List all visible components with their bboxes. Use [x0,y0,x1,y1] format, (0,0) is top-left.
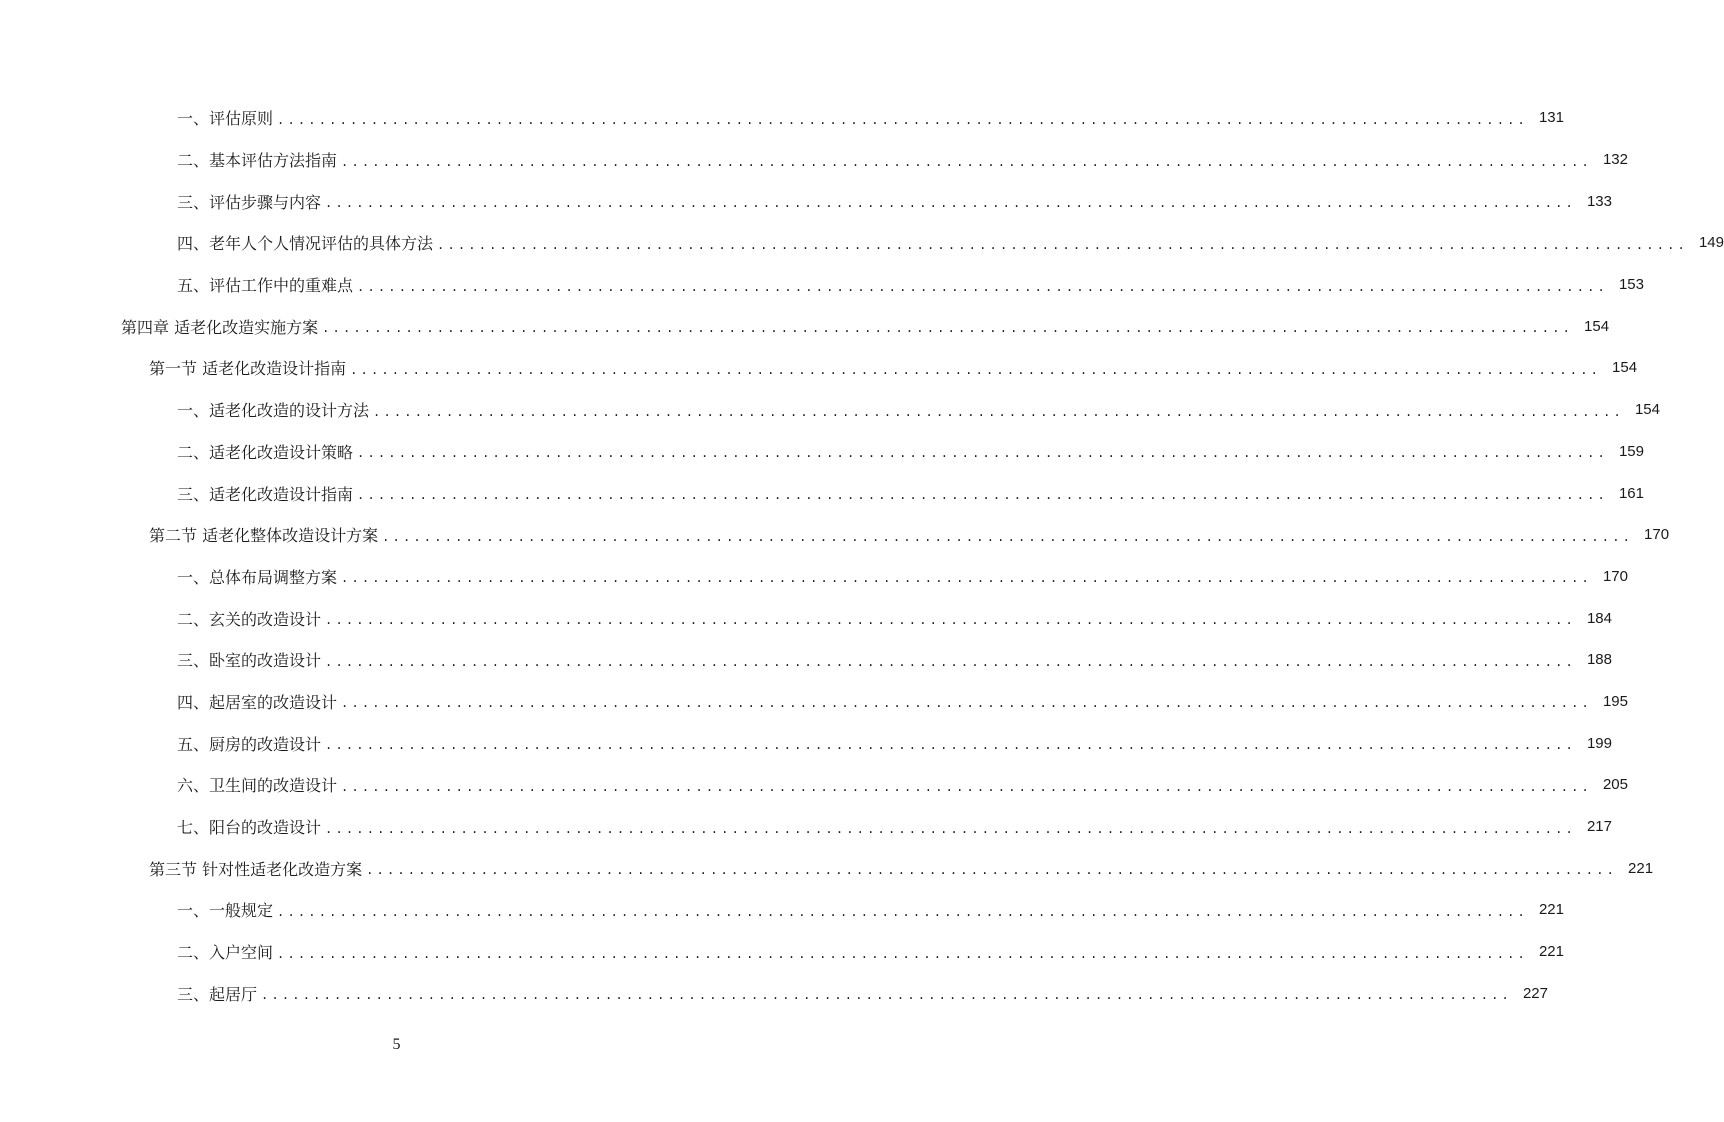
toc-entry-label: 二、入户空间 [177,943,274,963]
toc-leader-dots: ........................................................................................................................ [382,529,1634,544]
toc-leader-dots: ........................................................................................................................ [277,904,1528,919]
toc-chapter-entry[interactable] [0,305,1610,347]
toc-entry-page: 154 [1612,359,1638,377]
toc-leader-dots: ........................................................................................................................ [437,237,1688,252]
toc-entry-page: 170 [1644,526,1670,544]
toc-leader-dots: ........................................................................................................................ [277,946,1528,961]
toc-leader-dots: ........................................................................................................................ [366,863,1618,878]
toc-entry-page: 217 [1586,818,1612,836]
toc-leader-dots: ........................................................................................................................ [341,696,1592,711]
toc-entry-page: 195 [1602,692,1628,710]
toc-entry[interactable] [0,681,1628,723]
page-number: 5 [392,1036,401,1053]
toc-leader-dots: ........................................................................................................................ [325,821,1576,836]
toc-entry-label: 一、评估原则 [177,109,274,129]
toc-entry-label: 第三节 针对性适老化改造方案 [149,859,363,879]
toc-entry-label: 一、一般规定 [177,901,274,921]
toc-entry-page: 170 [1602,567,1628,585]
toc-entry-page: 184 [1586,609,1612,627]
toc-leader-dots: ........................................................................................................................ [277,112,1528,127]
toc-entry[interactable] [0,597,1612,639]
toc-entry-label: 三、卧室的改造设计 [177,651,322,671]
toc-section-entry[interactable] [0,347,1638,389]
toc-entry[interactable] [0,222,1724,264]
toc-leader-dots: ........................................................................................................................ [357,446,1608,461]
toc-entry-page: 221 [1538,943,1564,961]
toc-leader-dots: ........................................................................................................................ [373,404,1624,419]
toc-entry[interactable] [0,180,1612,222]
toc-entry-page: 161 [1618,484,1644,502]
toc-entry[interactable] [0,889,1564,931]
toc-entry[interactable] [0,972,1548,1014]
toc-section-entry[interactable] [0,514,1670,556]
toc-entry-label: 第一节 适老化改造设计指南 [149,359,347,379]
toc-entry[interactable] [0,472,1644,514]
toc-entry-page: 227 [1522,984,1548,1002]
toc-entry-page: 205 [1602,776,1628,794]
toc-entry[interactable] [0,431,1644,473]
toc-entry[interactable] [0,556,1628,598]
toc-entry[interactable] [0,722,1612,764]
toc-entry-page: 149 [1698,234,1724,252]
toc-leader-dots: ........................................................................................................................ [341,571,1592,586]
toc-leader-dots: ........................................................................................................................ [325,613,1576,628]
toc-entry-page: 221 [1538,901,1564,919]
toc-leader-dots: ........................................................................................................................ [322,321,1574,336]
table-of-contents [0,97,1724,1014]
toc-entry-label: 六、卫生间的改造设计 [177,776,338,796]
toc-entry[interactable] [0,639,1612,681]
toc-entry-label: 一、总体布局调整方案 [177,567,338,587]
toc-entry-label: 二、玄关的改造设计 [177,609,322,629]
toc-entry[interactable] [0,806,1612,848]
toc-entry-label: 二、基本评估方法指南 [177,151,338,171]
toc-entry-label: 五、厨房的改造设计 [177,734,322,754]
toc-section-entry[interactable] [0,847,1654,889]
toc-leader-dots: ........................................................................................................................ [341,779,1592,794]
toc-entry-page: 199 [1586,734,1612,752]
toc-entry-page: 133 [1586,192,1612,210]
toc-leader-dots: ........................................................................................................................ [357,488,1608,503]
toc-entry-label: 三、适老化改造设计指南 [177,484,354,504]
toc-entry-label: 三、起居厅 [177,984,258,1004]
toc-entry-label: 一、适老化改造的设计方法 [177,401,370,421]
toc-entry-label: 五、评估工作中的重难点 [177,276,354,296]
toc-entry[interactable] [0,97,1564,139]
toc-entry-label: 四、老年人个人情况评估的具体方法 [177,234,434,254]
toc-entry-label: 三、评估步骤与内容 [177,192,322,212]
toc-entry-page: 221 [1628,859,1654,877]
toc-leader-dots: ........................................................................................................................ [350,362,1602,377]
toc-leader-dots: ........................................................................................................................ [341,154,1592,169]
toc-entry-label: 四、起居室的改造设计 [177,692,338,712]
toc-entry-page: 153 [1618,276,1644,294]
toc-leader-dots: ........................................................................................................................ [357,279,1608,294]
toc-entry-page: 131 [1538,109,1564,127]
toc-entry-page: 154 [1634,401,1660,419]
toc-leader-dots: ........................................................................................................................ [325,196,1576,211]
toc-entry[interactable] [0,931,1564,973]
toc-entry-page: 159 [1618,442,1644,460]
toc-entry-page: 154 [1584,317,1610,335]
toc-entry-page: 132 [1602,151,1628,169]
toc-leader-dots: ........................................................................................................................ [325,738,1576,753]
toc-entry[interactable] [0,389,1660,431]
toc-entry-label: 七、阳台的改造设计 [177,818,322,838]
toc-entry[interactable] [0,764,1628,806]
toc-entry-label: 第四章 适老化改造实施方案 [121,317,319,337]
toc-leader-dots: ........................................................................................................................ [325,654,1576,669]
toc-entry[interactable] [0,139,1628,181]
toc-leader-dots: ........................................................................................................................ [261,988,1512,1003]
toc-entry-page: 188 [1586,651,1612,669]
toc-entry[interactable] [0,264,1644,306]
toc-entry-label: 二、适老化改造设计策略 [177,442,354,462]
toc-entry-label: 第二节 适老化整体改造设计方案 [149,526,379,546]
